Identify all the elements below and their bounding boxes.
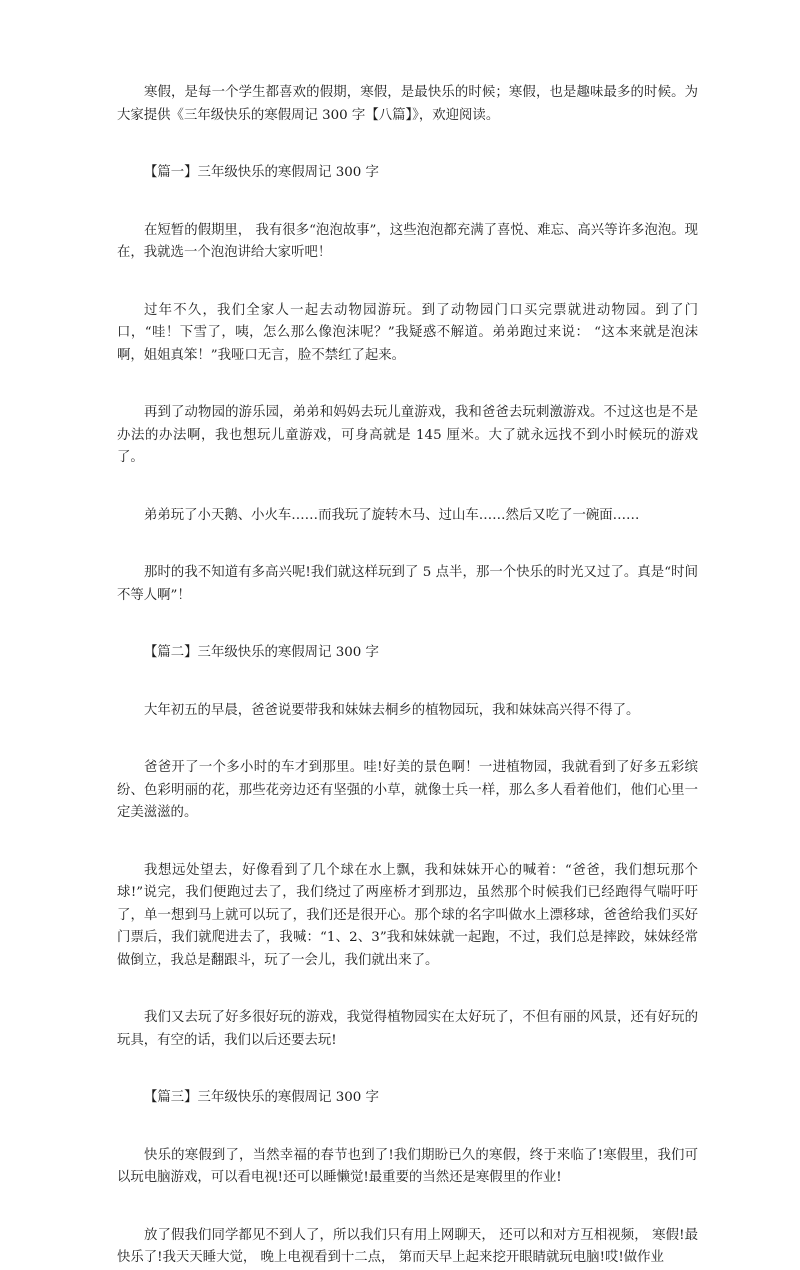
paragraph: 放了假我们同学都见不到人了，所以我们只有用上网聊天， 还可以和对方互相视频， 寒假!最快乐了!我天天睡大觉， 晚上电视看到十二点， 第而天早上起来挖开眼睛就玩电脑!哎!做作业 [117, 1227, 698, 1265]
paragraph: 快乐的寒假到了，当然幸福的春节也到了!我们期盼已久的寒假，终于来临了!寒假里，我们可以玩电脑游戏，可以看电视!还可以睡懒觉!最重要的当然还是寒假里的作业! [117, 1147, 698, 1185]
section-heading-2: 【篇二】三年级快乐的寒假周记 300 字 [144, 645, 379, 660]
paragraph: 爸爸开了一个多小时的车才到那里。哇!好美的景色啊！一进植物园，我就看到了好多五彩缤纷、色彩明丽的花，那些花旁边还有坚强的小草，就像士兵一样，那么多人看着他们，他们心里一定美滋滋的。 [117, 760, 698, 820]
intro-paragraph: 寒假，是每一个学生都喜欢的假期，寒假，是最快乐的时候；寒假，也是趣味最多的时候。为大家提供《三年级快乐的寒假周记 300 字【八篇】》，欢迎阅读。 [117, 85, 698, 123]
section-heading-3: 【篇三】三年级快乐的寒假周记 300 字 [144, 1090, 379, 1105]
paragraph: 我们又去玩了好多很好玩的游戏，我觉得植物园实在太好玩了，不但有丽的风景，还有好玩的玩具，有空的话，我们以后还要去玩! [117, 1010, 698, 1048]
paragraph: 那时的我不知道有多高兴呢!我们就这样玩到了 5 点半，那一个快乐的时光又过了。真是“时间不等人啊”！ [117, 565, 698, 603]
paragraph: 弟弟玩了小天鹅、小火车……而我玩了旋转木马、过山车……然后又吃了一碗面…… [144, 507, 640, 523]
paragraph: 再到了动物园的游乐园，弟弟和妈妈去玩儿童游戏，我和爸爸去玩刺激游戏。不过这也是不是办法的办法啊，我也想玩儿童游戏，可身高就是 145 厘米。大了就永远找不到小时候玩的游戏了。 [117, 405, 698, 465]
section-heading-1: 【篇一】三年级快乐的寒假周记 300 字 [144, 165, 379, 180]
paragraph: 在短暂的假期里， 我有很多“泡泡故事”，这些泡泡都充满了喜悦、难忘、高兴等许多泡泡。现在，我就选一个泡泡讲给大家听吧！ [117, 222, 698, 260]
paragraph: 过年不久，我们全家人一起去动物园游玩。到了动物园门口买完票就进动物园。到了门口，“哇！下雪了，咦，怎么那么像泡沫呢？”我疑惑不解道。弟弟跑过来说： “这本来就是泡沫啊，姐姐真笨！”我哑口无言，脸不禁红了起来。 [117, 302, 698, 363]
paragraph: 我想远处望去，好像看到了几个球在水上飘，我和妹妹开心的喊着：“爸爸，我们想玩那个球!”说完，我们便跑过去了，我们绕过了两座桥才到那边，虽然那个时候我们已经跑得气喘吁吁了，单一想到马上就可以玩了，我们还是很开心。那个球的名字叫做水上漂移球，爸爸给我们买好门票后，我们就爬进去了，我喊：“1、2、3”我和妹妹就一起跑，不过，我们总是摔跤，妹妹经常做倒立，我总是翻跟斗，玩了一会儿，我们就出来了。 [117, 862, 698, 968]
paragraph: 大年初五的早晨，爸爸说要带我和妹妹去桐乡的植物园玩，我和妹妹高兴得不得了。 [144, 702, 640, 718]
